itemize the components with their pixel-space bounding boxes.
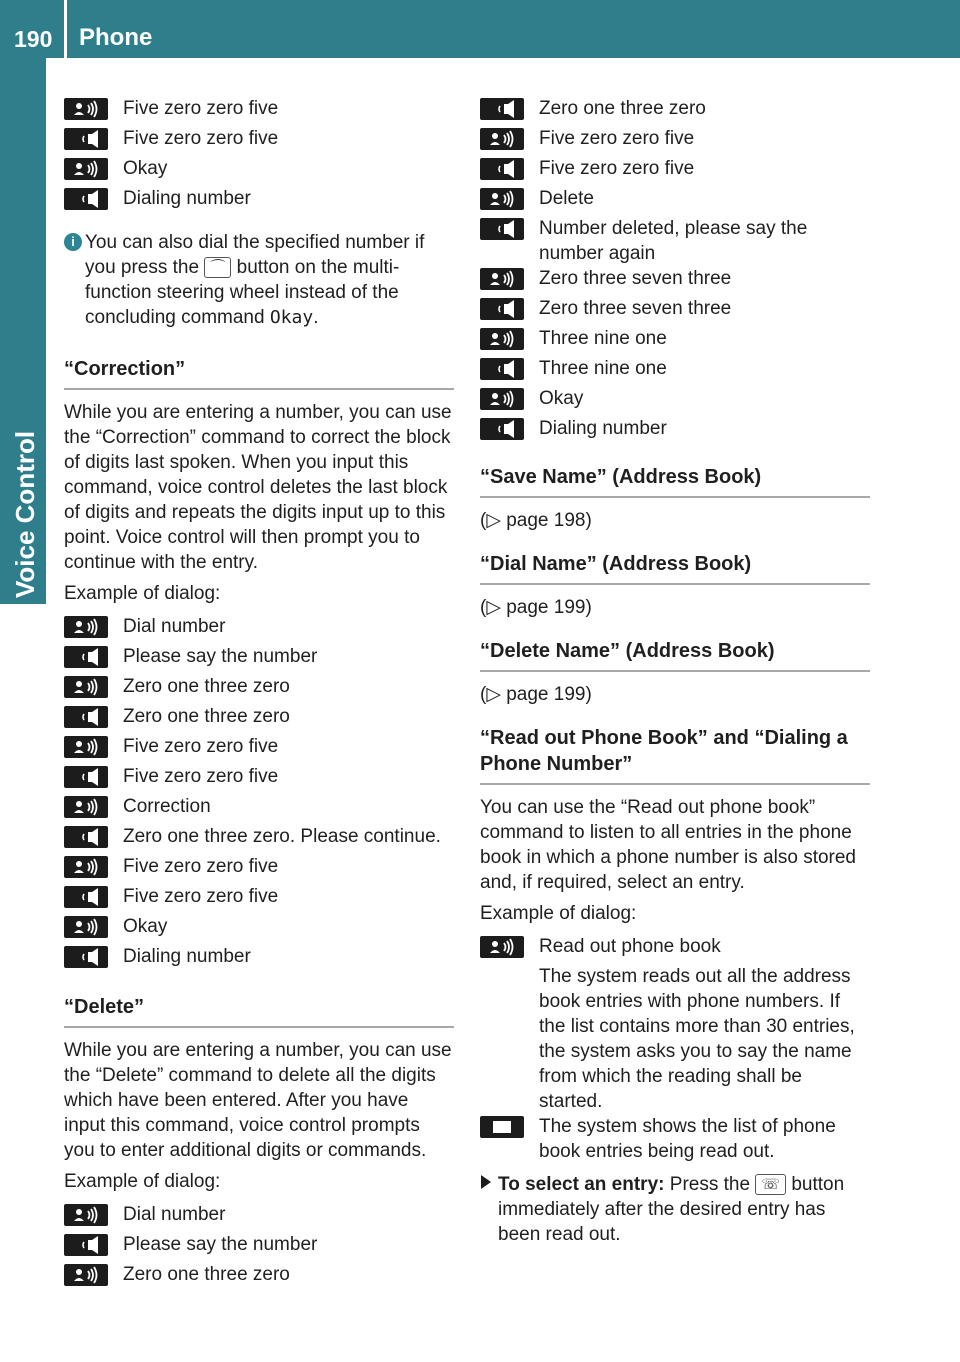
dialog-text: Five zero zero five [123, 856, 279, 877]
dialog-list [480, 96, 870, 446]
save-name-ref: (▷ page 198) [480, 510, 592, 531]
dialog-text: Five zero zero five [123, 128, 279, 149]
dialog-line [64, 1202, 454, 1232]
section-heading-save-name: “Save Name” (Address Book) [480, 464, 870, 498]
page-header [0, 0, 960, 58]
dialog-text: Three nine one [539, 358, 667, 379]
dialog-text: Please say the number [123, 646, 318, 667]
dialog-text: Five zero zero five [123, 766, 279, 787]
system-speech-icon [480, 158, 524, 180]
user-speech-icon [480, 936, 524, 958]
dialog-line [64, 944, 454, 974]
dialog-text: Zero one three zero [123, 706, 290, 727]
user-speech-icon [64, 736, 108, 758]
delete-name-ref: (▷ page 199) [480, 684, 592, 705]
dialog-text: Number deleted, please say the number again [539, 218, 808, 264]
dialog-line [64, 824, 454, 854]
dialog-line [480, 186, 870, 216]
page-number: 190 [14, 26, 53, 52]
dialog-text: Dialing number [123, 946, 251, 967]
dialog-text: Dial number [123, 1204, 226, 1225]
correction-example-label: Example of dialog: [64, 583, 221, 604]
dialog-text: Zero three seven three [539, 298, 732, 319]
dialog-text: The system shows the list of phone book entries being read out. [539, 1116, 836, 1162]
dialog-list [64, 1202, 454, 1292]
note-command: Okay [269, 307, 314, 328]
dialog-text: Please say the number [123, 1234, 318, 1255]
user-speech-icon [480, 388, 524, 410]
system-speech-icon [480, 418, 524, 440]
user-speech-icon [64, 158, 108, 180]
step-text [498, 1172, 870, 1247]
section-heading-read-out: “Read out Phone Book” and “Dialing a Phone Number” [480, 725, 870, 785]
dialog-line [64, 764, 454, 794]
dialog-line [64, 854, 454, 884]
dialog-text: Correction [123, 796, 211, 817]
dialog-line [64, 644, 454, 674]
dialog-line [64, 126, 454, 156]
dialog-line [64, 734, 454, 764]
system-speech-icon [480, 218, 524, 240]
page-title: Phone [79, 24, 153, 51]
user-speech-icon [64, 676, 108, 698]
dialog-text: Five zero zero five [123, 736, 279, 757]
dial-name-ref: (▷ page 199) [480, 597, 592, 618]
dialog-line [480, 96, 870, 126]
dialog-text: Zero one three zero [539, 98, 706, 119]
section-heading-correction: “Correction” [64, 356, 454, 390]
dialog-line [480, 156, 870, 186]
system-speech-icon [64, 946, 108, 968]
dialog-text: Five zero zero five [123, 886, 279, 907]
dialog-text: Zero one three zero. Please continue. [123, 826, 441, 847]
correction-body: While you are entering a number, you can use the “Correction” command to correct the block of digits last spoken. When you input this command, voice control deletes the last block of digits and repeats the digits input up to this point. Voice control will then prompt you to continue with the entry. [64, 402, 452, 573]
dialog-text: Dialing number [123, 188, 251, 209]
blank-icon [480, 966, 524, 988]
dialog-text: Zero one three zero [123, 1264, 290, 1285]
user-speech-icon [480, 268, 524, 290]
dialog-text: Okay [123, 916, 168, 937]
system-speech-icon [64, 128, 108, 150]
dialog-line [64, 704, 454, 734]
note-end: . [313, 307, 319, 328]
info-note [64, 230, 454, 330]
dialog-line [480, 964, 870, 1114]
user-speech-icon [64, 1264, 108, 1286]
dialog-line [64, 186, 454, 216]
user-speech-icon [480, 188, 524, 210]
dialog-line [480, 266, 870, 296]
system-speech-icon [480, 298, 524, 320]
section-heading-delete-name: “Delete Name” (Address Book) [480, 638, 870, 672]
user-speech-icon [64, 856, 108, 878]
read-out-body: You can use the “Read out phone book” command to listen to all entries in the phone book in which a phone number is also stored and, if required, select an entry. [480, 797, 857, 893]
dialog-text: Five zero zero five [539, 158, 695, 179]
dialog-list [480, 934, 870, 1164]
dialog-text: Okay [539, 388, 584, 409]
info-icon: i [64, 233, 82, 251]
dialog-line [480, 386, 870, 416]
right-column [480, 96, 870, 1247]
user-speech-icon [64, 796, 108, 818]
delete-body: While you are entering a number, you can use the “Delete” command to delete all the digits which have been entered. After you have input this command, voice control prompts you to enter additional digits or commands. [64, 1040, 452, 1161]
system-speech-icon [480, 98, 524, 120]
dialog-line [64, 614, 454, 644]
dialog-line [64, 674, 454, 704]
dialog-line [480, 296, 870, 326]
dialog-line [480, 934, 870, 964]
dialog-line [480, 1114, 870, 1164]
side-tab [0, 58, 46, 604]
header-divider [64, 0, 67, 58]
dialog-line [64, 1262, 454, 1292]
dialog-text: Okay [123, 158, 168, 179]
section-heading-dial-name: “Dial Name” (Address Book) [480, 551, 870, 585]
dialog-line [64, 156, 454, 186]
dialog-line [64, 1232, 454, 1262]
step-arrow-icon [480, 1173, 498, 1247]
dialog-text: Zero three seven three [539, 268, 732, 289]
dialog-text: Dialing number [539, 418, 667, 439]
user-speech-icon [64, 916, 108, 938]
dialog-text: Zero one three zero [123, 676, 290, 697]
user-speech-icon [64, 98, 108, 120]
dialog-line [480, 416, 870, 446]
info-note-text [85, 230, 454, 330]
step-text-before: Press the [669, 1174, 751, 1195]
read-out-example-label: Example of dialog: [480, 903, 637, 924]
delete-example-label: Example of dialog: [64, 1171, 221, 1192]
note-text-before: You can also dial the specified number if you press the [85, 232, 425, 278]
dialog-line [480, 126, 870, 156]
phone-pickup-key-icon: ⌒ [204, 257, 231, 278]
dialog-text: Five zero zero five [539, 128, 695, 149]
dialog-text: Read out phone book [539, 936, 721, 957]
side-tab-label: Voice Control [10, 430, 40, 598]
dialog-list [64, 96, 454, 216]
system-speech-icon [64, 826, 108, 848]
dialog-line [480, 216, 870, 266]
dialog-line [64, 884, 454, 914]
system-speech-icon [64, 646, 108, 668]
user-speech-icon [480, 128, 524, 150]
dialog-line [480, 356, 870, 386]
dialog-list [64, 614, 454, 974]
left-column [64, 96, 454, 1292]
section-heading-delete: “Delete” [64, 994, 454, 1028]
user-speech-icon [480, 328, 524, 350]
system-speech-icon [64, 188, 108, 210]
dialog-line [64, 96, 454, 126]
dialog-line [64, 794, 454, 824]
dialog-text: The system reads out all the address book entries with phone numbers. If the list contains more than 30 entries, the system asks you to say the name from which the reading shall be started. [539, 966, 855, 1112]
system-speech-icon [64, 706, 108, 728]
system-speech-icon [480, 358, 524, 380]
user-speech-icon [64, 1204, 108, 1226]
note-text-after: button on the multi-function steering wheel instead of the concluding command [85, 257, 400, 328]
step-bold: To select an entry: [498, 1174, 665, 1195]
user-speech-icon [64, 616, 108, 638]
system-speech-icon [64, 1234, 108, 1256]
dialog-line [64, 914, 454, 944]
system-speech-icon [64, 886, 108, 908]
step-text-after: button immediately after the desired entry has been read out. [498, 1174, 845, 1245]
dialog-text: Delete [539, 188, 594, 209]
system-speech-icon [64, 766, 108, 788]
instruction-step [480, 1172, 870, 1247]
voice-key-icon: ☏ [755, 1174, 786, 1195]
display-icon [480, 1116, 524, 1138]
dialog-text: Three nine one [539, 328, 667, 349]
dialog-text: Five zero zero five [123, 98, 279, 119]
dialog-text: Dial number [123, 616, 226, 637]
dialog-line [480, 326, 870, 356]
